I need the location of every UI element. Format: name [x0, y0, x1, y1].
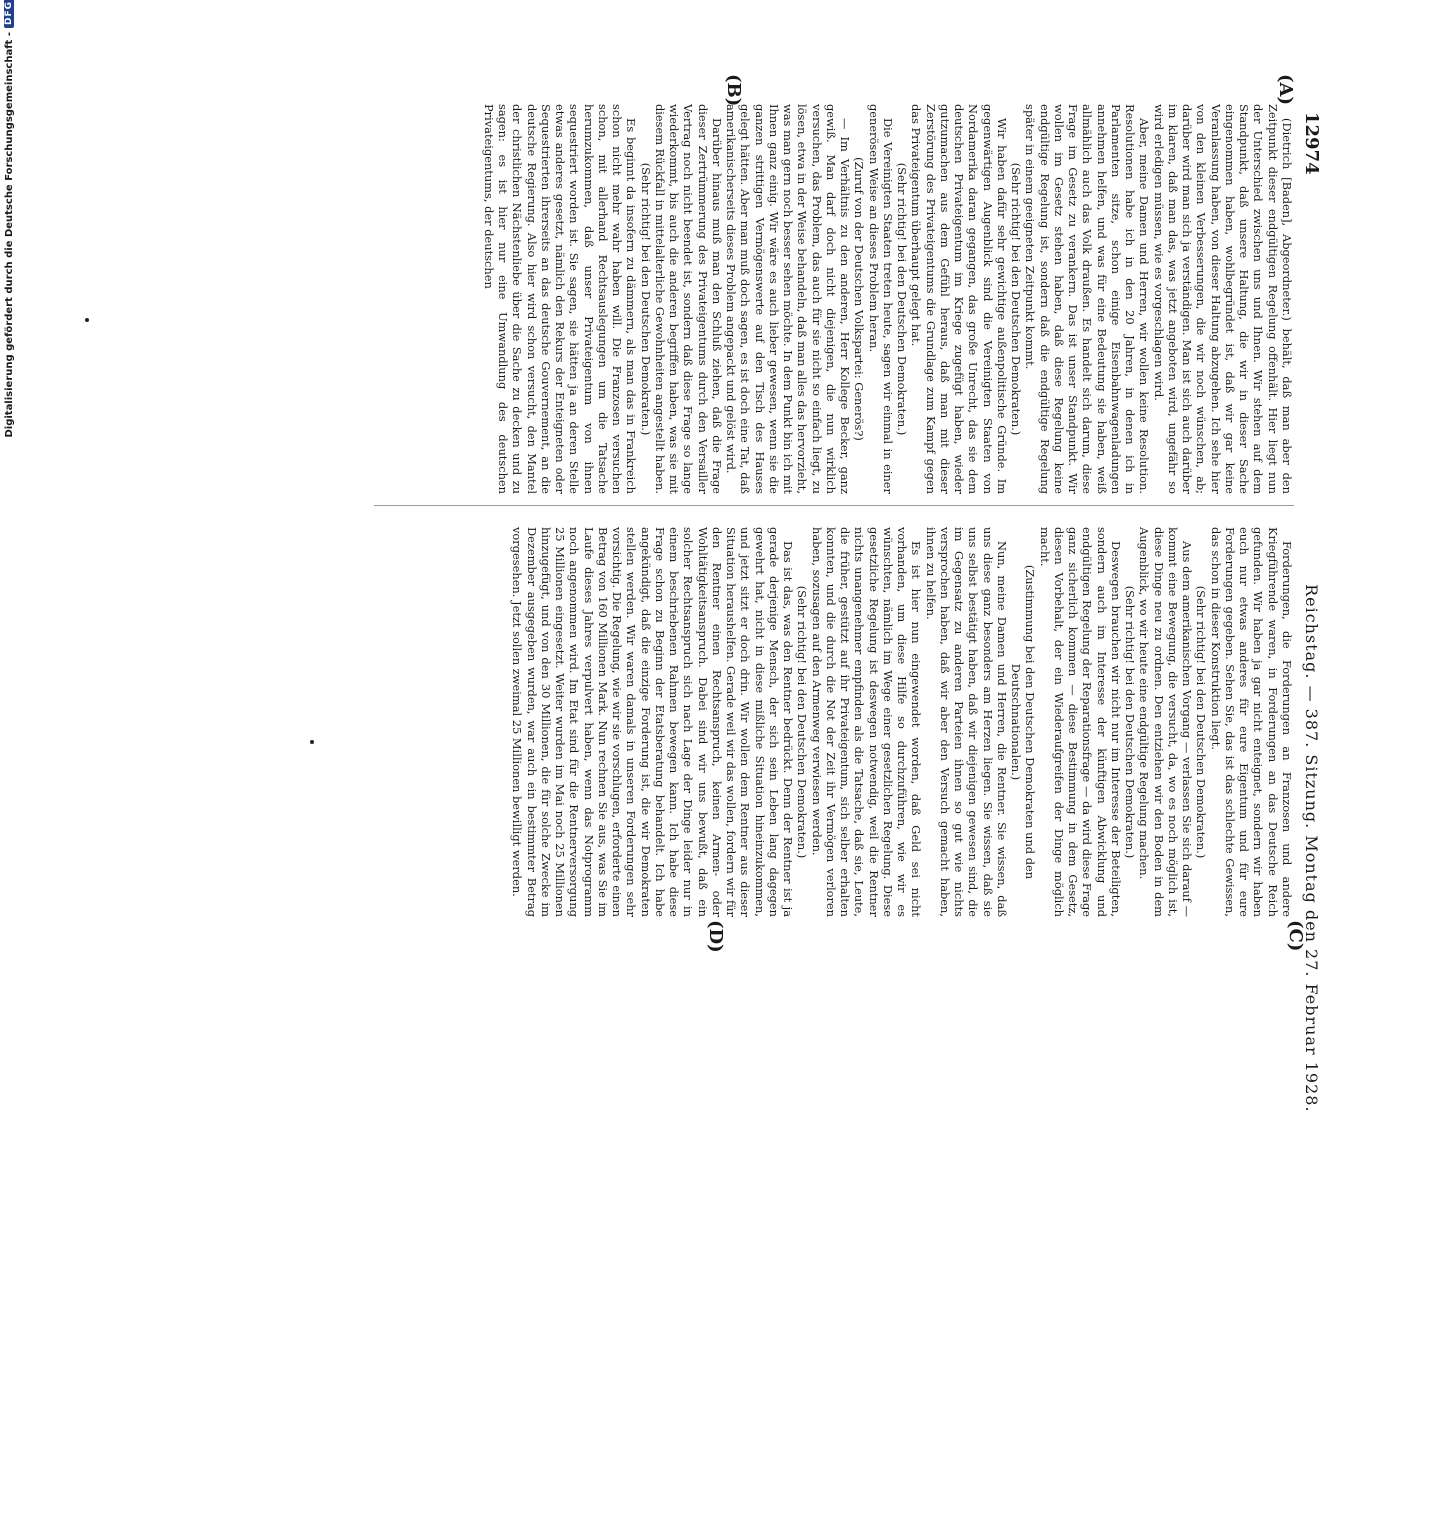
- paragraph: (Dietrich [Baden], Abgeordneter.) behält, daß man aber den Zeitpunkt dieser endgültigen Regelung offenhält. Hier liegt nun der Unterschied zwischen uns und Ihnen. Wir stehen auf dem Standpunkt, daß unsere Haltung, die wir in dieser Sache eingenommen haben, wohlbegründet ist, daß wir gar keine Veranlassung haben, von dieser Haltung abzugehen. Ich sehe hier von den kleinen Verbesserungen, die wir noch wünschen, ab; darüber wird man sich ja verständigen. Man ist sich auch darüber im klaren, daß man das, was jetzt angeboten wird, ungefähr so wird erledigen müssen, wie es vorgeschlagen wird.: [1151, 104, 1294, 494]
- paragraph: Die Vereinigten Staaten treten heute, sagen wir einmal in einer generösen Weise an dieses Problem heran.: [866, 104, 895, 494]
- column-divider: [374, 505, 1294, 506]
- margin-mark-a: (A): [1275, 74, 1296, 105]
- paragraph: Darüber hinaus muß man den Schluß ziehen, daß die Frage dieser Zertrümmerung des Privateigentums durch den Versailler Vertrag noch nicht beendet ist, sondern daß diese Frage so lange wiederkommt, bis auch die anderen begriffen haben, was sie mit diesem Rückfall in mittelalterliche Gewohnheiten angestellt haben.: [653, 104, 724, 494]
- interjection: (Zustimmung bei den Deutschen Demokraten und den Deutschnationalen.): [1009, 564, 1038, 880]
- credit-text: Digitalisierung gefördert durch die Deutsche Forschungsgemeinschaft -: [3, 32, 15, 438]
- dfg-logo: DFG: [4, 0, 14, 28]
- scan-speck: [310, 740, 314, 744]
- right-text-column: [254, 527, 1294, 917]
- interjection: (Sehr richtig! bei den Deutschen Demokraten.): [1123, 585, 1138, 859]
- interjection: (Sehr richtig! bei den Deutschen Demokraten.): [1009, 162, 1024, 436]
- paragraph: Das ist das, was den Rentner bedrückt. Denn der Rentner ist ja gerade derjenige Mensch, der sich sein Leben lang dagegen gewehrt hat, nicht in diese mißliche Situation hineinzukommen, und jetzt sitzt er doch drin. Wir wollen dem Rentner aus dieser Situation heraushelfen. Gerade weil wir das wollen, fordern wir für den Rentner einen Rechtsanspruch, keinen Armen- oder Wohltätigkeitsanspruch. Dabei sind wir uns bewußt, daß ein solcher Rechtsanspruch sich nach Lage der Dinge leider nur in einem beschriebenen Rahmen bewegen kann. Ich habe diese Frage schon zu Beginn der Etatsberatung behandelt. Ich habe angekündigt, daß die einzige Forderung ist, die wir Demokraten stellen werden. Wir waren damals in unseren Forderungen sehr vorsichtig. Die Regelung, wie wir sie vorschlugen, erforderte einen Betrag von 160 Millionen Mark. Nun rechnen Sie aus, was Sie im Laufe dieses Jahres verpulvert haben, wenn das Notprogramm noch angenommen wird. Im Etat sind für die Rentnerversorgung 25 Millionen eingesetzt. Weiter wurden im Mai noch 25 Millionen hinzugefügt, und von den 30 Millionen, die für solche Zwecke im Dezember ausgegeben wurden, war auch ein bestimmter Betrag vorgesehen. Jetzt sollen zweimal 25 Millionen bewilligt werden.: [510, 527, 796, 917]
- paragraph: Nun, meine Damen und Herren, die Rentner. Sie wissen, daß uns diese ganz besonders am Herzen liegen. Sie wissen, daß sie uns selbst bestätigt haben, daß wir diejenigen gewesen sind, die im Gegensatz zu anderen Parteien ihnen so gut wie nichts versprochen haben, daß wir aber den Versuch gemacht haben, ihnen zu helfen.: [923, 527, 1009, 917]
- margin-mark-b: (B): [723, 74, 744, 107]
- digitization-credit: [0, 0, 16, 1000]
- interjection: (Sehr richtig! bei den Deutschen Demokraten.): [795, 585, 810, 859]
- paragraph: Aber, meine Damen und Herren, wir wollen keine Resolution. Resolutionen habe ich in den 20 Jahren, in denen ich in Parlamenten sitze, schon einige Eisenbahnwagenladungen annehmen helfen, und was für eine Bedeutung sie haben, weiß allmählich auch das Volk draußen. Es handelt sich darum, diese Frage im Gesetz zu verankern. Das ist unser Standpunkt. Wir wollen im Gesetz stehen haben, daß diese Regelung keine endgültige Regelung ist, sondern daß die endgültige Regelung später in einem geeigneten Zeitpunkt kommt.: [1023, 104, 1152, 494]
- paragraph: — Im Verhältnis zu den anderen, Herr Kollege Becker, ganz gewiß. Man darf doch nicht diejenigen, die nun wirklich versuchen, das Problem, das auch für sie nicht so einfach liegt, zu lösen, etwa in der Weise behandeln, daß man alles das hervorzieht, was man gern noch besser sehen möchte. In dem Punkt bin ich mit Ihnen ganz einig. Wir wäre es auch lieber gewesen, wenn sie die ganzen strittigen Vermögenswerte auf den Tisch des Hauses gelegt hätten. Aber man muß doch sagen, es ist doch eine Tat, daß amerikanischerseits dieses Problem angepackt und gelöst wird.: [724, 104, 853, 494]
- margin-mark-c: (C): [1285, 920, 1306, 952]
- interjection: (Sehr richtig! bei den Deutschen Demokraten.): [1194, 585, 1209, 859]
- left-text-column: [254, 104, 1294, 494]
- interjection: (Sehr richtig! bei den Deutschen Demokraten.): [895, 162, 910, 436]
- header-title: Reichstag. — 387. Sitzung. Montag den 27. Februar 1928.: [1302, 584, 1322, 1113]
- paragraph: Es beginnt da insofern zu dämmern, als man das in Frankreich schon nicht mehr wahr haben will. Die Franzosen versuchen schon, mit allerhand Rechtsauslegungen um die Tatsache herumzukommen, daß unser Privateigentum von ihnen sequestriert worden ist. Sie sagen, sie hätten ja an deren Stelle etwas anderes gesetzt, nämlich den Rekurs der Enteigneten oder Sequestrierten ihrerseits an das deutsche Gouvernement, an die deutsche Regierung. Also hier wird schon versucht, den Mantel der christlichen Nächstenliebe über die Sache zu decken und zu sagen: es ist hier nur eine Umwandlung des deutschen Privateigentums, der deutschen: [482, 104, 639, 494]
- paragraph: Aus dem amerikanischen Vorgang — verlassen Sie sich darauf — kommt eine Bewegung, die versucht, da, wo es noch möglich ist, diese Dinge neu zu ordnen. Den entziehen wir den Boden in dem Augenblick, wo wir heute eine endgültige Regelung machen.: [1137, 527, 1195, 917]
- paragraph: Forderungen, die Forderungen an Franzosen und andere Kriegführende waren, in Forderungen an das Deutsche Reich gefunden. Wir haben ja gar nicht enteignet, sondern wir haben euch nur etwas anderes für eure Eigentum und für eure Forderungen gegeben. Sehen Sie, das ist das schlechte Gewissen, das schon in dieser Konstruktion liegt.: [1208, 527, 1294, 917]
- interjection: (Sehr richtig! bei den Deutschen Demokraten.): [638, 162, 653, 436]
- scan-speck: [85, 318, 89, 322]
- paragraph: Wir haben dafür sehr gewichtige außenpolitische Gründe. Im gegenwärtigen Augenblick sind die Vereinigten Staaten von Nordamerika daran gegangen, das große Unrecht, das sie dem deutschen Privateigentum im Kriege zugefügt haben, wieder gutzumachen aus dem Gefühl heraus, daß man mit dieser Zerstörung des Privateigentums die Grundlage zum Kampf gegen das Privateigentum überhaupt gelegt hat.: [909, 104, 1009, 494]
- page-number: 12974: [1301, 112, 1323, 175]
- paragraph: Es ist hier nun eingewendet worden, daß Geld sei nicht vorhanden, um diese Hilfe so durchzuführen, wie wir es wünschten, nämlich im Wege einer gesetzlichen Regelung. Diese gesetzliche Regelung ist deswegen notwendig, weil die Rentner nichts unangenehmer empfinden als die Tatsache, daß sie, Leute, die früher, gestützt auf ihr Privateigentum, sich selber erhalten konnten, und die durch die Not der Zeit ihr Vermögen verloren haben, sozusagen auf den Armenweg verwiesen werden.: [809, 527, 924, 917]
- margin-mark-d: (D): [705, 920, 726, 953]
- running-header: [1300, 112, 1324, 1522]
- interjection: (Zuruf von der Deutschen Volkspartei: Generös?): [852, 157, 867, 441]
- paragraph: Deswegen brauchen wir nicht nur im Interesse der Beteiligten, sondern auch im Interesse der künftigen Abwicklung und endgültigen Regelung der Reparationsfrage — da wird diese Frage ganz sicherlich kommen — diese Bestimmung in dem Gesetz, diesen Vorbehalt, der ein Wiederaufgreifen der Dinge möglich macht.: [1037, 527, 1123, 917]
